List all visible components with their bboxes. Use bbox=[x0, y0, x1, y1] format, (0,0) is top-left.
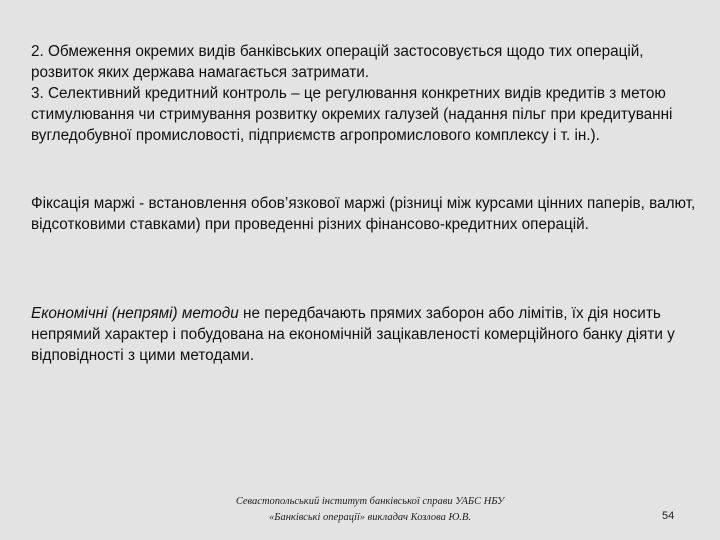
point-2-text: 2. Обмеження окремих видів банківських операцій застосовується щодо тих операцій, розвиток яких держава намагається затримати. bbox=[31, 43, 644, 81]
margin-fixing-text: Фіксація маржі - встановлення обов’язкової маржі (різниці між курсами цінних паперів, валют, відсотковими ставками) при проведенні різних фінансово-кредитних операцій. bbox=[31, 195, 696, 233]
point-3-text: 3. Селективний кредитний контроль – це регулювання конкретних видів кредитів з метою стимулювання чи стримування розвитку окремих галузей (надання пільг при кредитуванні вугледобувної промисловості, підприємств агропромислового комплексу і т. ін.). bbox=[31, 85, 673, 144]
paragraph-restrictions bbox=[31, 41, 696, 146]
economic-methods-text bbox=[31, 303, 696, 366]
paragraph-margin-fixing bbox=[31, 193, 696, 235]
economic-methods-description: не передбачають прямих заборон або лімітів, їх дія носить непрямий характер і побудована на економічній зацікавленості комерційного банку діяти у відповідності з цими методами. bbox=[31, 305, 675, 364]
footer bbox=[150, 494, 590, 526]
footer-course: «Банківські операції» викладач Козлова Ю.В. bbox=[269, 512, 471, 523]
footer-institution: Севастопольський інститут банківської справи УАБС НБУ bbox=[235, 496, 505, 507]
paragraph-economic-methods bbox=[31, 303, 696, 366]
page-number: 54 bbox=[662, 510, 675, 522]
economic-methods-term: Економічні (непрямі) методи bbox=[31, 305, 239, 322]
